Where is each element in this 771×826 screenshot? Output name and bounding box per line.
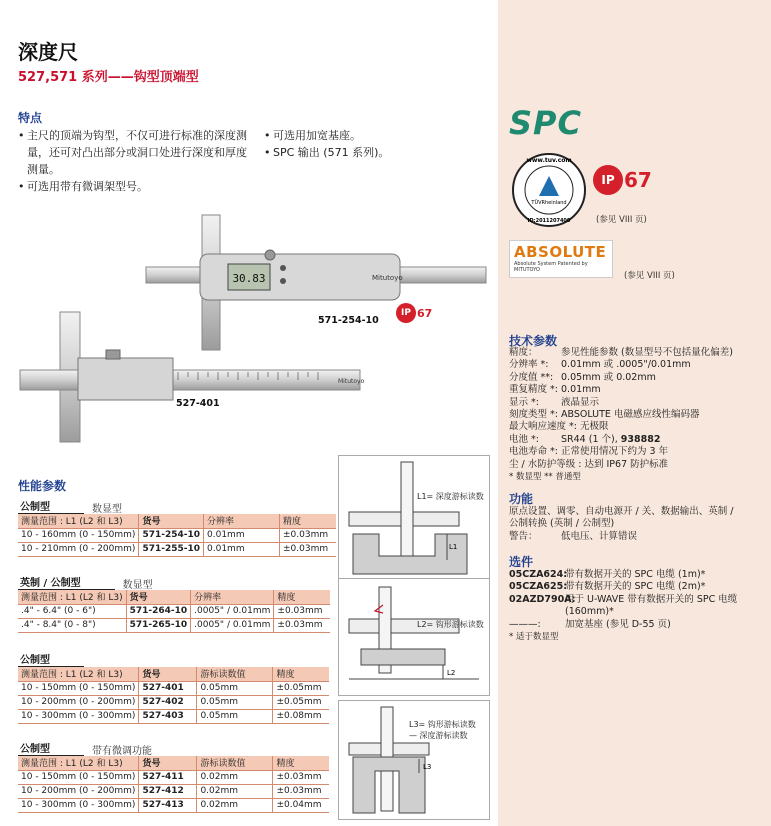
options-footnote: * 适于数显型 bbox=[509, 632, 559, 643]
col-header: 分辨率 bbox=[204, 514, 280, 528]
spec-key: 重复精度 *: bbox=[509, 384, 558, 396]
option-row bbox=[509, 594, 764, 606]
spec-value: 液晶显示 bbox=[561, 396, 600, 408]
cell: 10 - 160mm (0 - 150mm) bbox=[18, 528, 139, 542]
spec-row bbox=[509, 434, 764, 446]
col-header: 分辨率 bbox=[191, 590, 274, 604]
brand-logo: Mitutoyo bbox=[338, 378, 365, 385]
option-row bbox=[509, 619, 764, 631]
spec-table-digital-inch bbox=[18, 590, 330, 633]
cell: 571-265-10 bbox=[126, 618, 191, 632]
dim-label: L1 bbox=[449, 543, 458, 551]
cell: 527-411 bbox=[139, 770, 197, 784]
table-row bbox=[18, 681, 329, 695]
function-row bbox=[509, 531, 764, 543]
cell: .0005" / 0.01mm bbox=[191, 618, 274, 632]
group-tag: 公制型 bbox=[18, 651, 84, 669]
diagram-label-2: — 深度游标读数 bbox=[409, 731, 468, 740]
col-header: 货号 bbox=[139, 514, 204, 528]
dim-label: L3 bbox=[423, 763, 432, 771]
diagram-label: L2= 钩形游标读数 bbox=[417, 620, 484, 629]
cell: ±0.03mm bbox=[280, 528, 336, 542]
option-part: 05CZA624: bbox=[509, 569, 568, 580]
col-header: 测量范围 : L1 (L2 和 L3) bbox=[18, 667, 139, 681]
cell: 0.05mm bbox=[197, 681, 273, 695]
cell: 0.05mm bbox=[197, 695, 273, 709]
tech-specs bbox=[509, 347, 764, 483]
spec-value: 0.01mm bbox=[561, 384, 601, 396]
absolute-page-ref: (参见 VIII 页) bbox=[624, 271, 675, 281]
col-header: 精度 bbox=[280, 514, 336, 528]
ip67-badge-large bbox=[593, 165, 652, 195]
cell: 10 - 200mm (0 - 200mm) bbox=[18, 784, 139, 798]
spec-key: 显示 *: bbox=[509, 396, 539, 408]
cell: .4" - 6.4" (0 - 6") bbox=[18, 604, 126, 618]
spec-row bbox=[509, 372, 764, 384]
option-row bbox=[509, 606, 764, 618]
spec-row bbox=[509, 347, 764, 359]
tech-heading: 技术参数 bbox=[509, 334, 558, 348]
ip-icon: IP bbox=[593, 165, 623, 195]
cell: .4" - 8.4" (0 - 8") bbox=[18, 618, 126, 632]
dim-label: L2 bbox=[447, 669, 456, 677]
absolute-logo-text: ABSOLUTE bbox=[514, 243, 607, 261]
cell: 10 - 200mm (0 - 200mm) bbox=[18, 695, 139, 709]
option-part: ———: bbox=[509, 618, 541, 630]
col-header: 货号 bbox=[139, 756, 197, 770]
cell: 0.01mm bbox=[204, 528, 280, 542]
spec-line: 刻度类型 *: ABSOLUTE 电磁感应线性编码器 bbox=[509, 409, 700, 421]
vernier-model-caption: 527-401 bbox=[176, 398, 220, 409]
cell: 10 - 300mm (0 - 300mm) bbox=[18, 709, 139, 723]
cell: 527-402 bbox=[139, 695, 197, 709]
cell: 0.02mm bbox=[197, 784, 273, 798]
col-header: 精度 bbox=[274, 590, 330, 604]
spec-table-digital-metric bbox=[18, 514, 336, 557]
col-header: 游标读数值 bbox=[197, 667, 273, 681]
spec-line: 最大响应速度 *: 无极限 bbox=[509, 421, 609, 433]
functions-heading: 功能 bbox=[509, 492, 534, 506]
option-row bbox=[509, 569, 764, 581]
spec-key: 分辨率 *: bbox=[509, 359, 549, 371]
table-header-row bbox=[18, 590, 330, 604]
table-header-row bbox=[18, 756, 329, 770]
absolute-logo bbox=[509, 240, 613, 278]
cell: ±0.03mm bbox=[273, 784, 329, 798]
cell: ±0.03mm bbox=[274, 604, 330, 618]
function-line: 公制转换 (英制 / 公制型) bbox=[509, 518, 615, 530]
brand-logo: Mitutoyo bbox=[372, 274, 403, 282]
option-desc: 用于 U-WAVE 带有数据开关的 SPC 电缆 bbox=[565, 593, 738, 605]
col-header: 游标读数值 bbox=[197, 756, 273, 770]
col-header: 测量范围 : L1 (L2 和 L3) bbox=[18, 514, 139, 528]
cell: 527-403 bbox=[139, 709, 197, 723]
option-part: 05CZA625: bbox=[509, 581, 568, 593]
cell: 0.05mm bbox=[197, 709, 273, 723]
option-desc: 加宽基座 (参见 D-55 页) bbox=[565, 618, 671, 630]
col-header: 测量范围 : L1 (L2 和 L3) bbox=[18, 590, 126, 604]
spec-value: SR44 (1 个), bbox=[561, 433, 618, 445]
feature-item: • 可选用带有微调架型号。 bbox=[18, 178, 250, 195]
spec-table-vernier bbox=[18, 667, 329, 724]
spec-value: 参见性能参数 (数显型号不包括量化偏差) bbox=[561, 347, 733, 358]
absolute-logo-sub: Absolute System Patented by MITUTOYO bbox=[514, 261, 588, 273]
ip-number: 67 bbox=[624, 168, 652, 192]
group-note: 数显型 bbox=[92, 503, 122, 515]
functions-list bbox=[509, 506, 764, 543]
spec-key: 电池 *: bbox=[509, 433, 539, 445]
table-row bbox=[18, 528, 336, 542]
features-list-left bbox=[18, 127, 250, 195]
cell: 527-412 bbox=[139, 784, 197, 798]
features-list-right bbox=[264, 127, 464, 161]
page-title: 深度尺 bbox=[18, 40, 78, 64]
options-list bbox=[509, 569, 764, 643]
diagram-depth bbox=[338, 455, 490, 579]
tuv-url: www.tuv.com bbox=[526, 157, 572, 164]
spec-key: 警告： bbox=[509, 530, 538, 542]
cell: ±0.05mm bbox=[273, 695, 329, 709]
cell: 527-401 bbox=[139, 681, 197, 695]
col-header: 精度 bbox=[273, 667, 329, 681]
spec-value: 0.01mm 或 .0005"/0.01mm bbox=[561, 359, 691, 371]
spec-key: 分度值 **: bbox=[509, 371, 554, 383]
digital-display-readout: 30.83 bbox=[232, 272, 266, 285]
cell: 10 - 300mm (0 - 300mm) bbox=[18, 798, 139, 812]
option-part: 02AZD790A: bbox=[509, 593, 576, 605]
group-tag: 公制型 bbox=[18, 498, 84, 516]
table-row bbox=[18, 798, 329, 812]
ip67-badge bbox=[396, 303, 432, 323]
option-desc: 带有数据开关的 SPC 电缆 (1m)* bbox=[565, 569, 706, 580]
spec-row bbox=[509, 384, 764, 396]
tuv-page-ref: (参见 VIII 页) bbox=[596, 215, 647, 225]
cell: 571-264-10 bbox=[126, 604, 191, 618]
spec-table-fine-adjust bbox=[18, 756, 329, 813]
option-part bbox=[509, 606, 565, 618]
option-desc: 带有数据开关的 SPC 电缆 (2m)* bbox=[565, 581, 706, 593]
cell: ±0.05mm bbox=[273, 681, 329, 695]
tuv-certification-logo bbox=[509, 150, 589, 230]
spec-key: 精度： bbox=[509, 347, 538, 358]
digital-model-caption: 571-254-10 bbox=[318, 315, 379, 326]
col-header: 测量范围 : L1 (L2 和 L3) bbox=[18, 756, 139, 770]
battery-part-number: 938882 bbox=[620, 433, 661, 445]
spec-row bbox=[509, 397, 764, 409]
table-row bbox=[18, 695, 329, 709]
group-tag: 公制型 bbox=[18, 740, 84, 758]
cell: 0.02mm bbox=[197, 798, 273, 812]
options-heading: 选件 bbox=[509, 555, 534, 569]
feature-item: • 可选用加宽基座。 bbox=[264, 127, 464, 144]
spec-row bbox=[509, 359, 764, 371]
function-line: 原点设置、调零、自动电源开 / 关、数据输出、英制 / bbox=[509, 506, 734, 517]
spec-line: 尘 / 水防护等级 : 达到 IP67 防护标准 bbox=[509, 458, 669, 470]
cell: ±0.03mm bbox=[280, 542, 336, 556]
cell: 10 - 150mm (0 - 150mm) bbox=[18, 681, 139, 695]
performance-heading: 性能参数 bbox=[18, 479, 67, 493]
group-tag: 英制 / 公制型 bbox=[18, 574, 115, 592]
diagram-thickness bbox=[338, 700, 490, 820]
table-row bbox=[18, 770, 329, 784]
page-subtitle: 527,571 系列——钩型顶端型 bbox=[18, 70, 199, 85]
col-header: 货号 bbox=[126, 590, 191, 604]
table-header-row bbox=[18, 514, 336, 528]
spc-logo: SPC bbox=[509, 104, 582, 142]
feature-item: • 主尺的顶端为钩型，不仅可进行标准的深度测量，还可对凸出部分或洞口处进行深度和厚度测量。 bbox=[18, 127, 250, 178]
cell: 0.02mm bbox=[197, 770, 273, 784]
feature-item: • SPC 输出 (571 系列)。 bbox=[264, 144, 464, 161]
cell: 571-254-10 bbox=[139, 528, 204, 542]
option-desc: (160mm)* bbox=[565, 606, 614, 618]
cell: ±0.04mm bbox=[273, 798, 329, 812]
cell: 10 - 150mm (0 - 150mm) bbox=[18, 770, 139, 784]
table-row bbox=[18, 604, 330, 618]
table-row bbox=[18, 618, 330, 632]
cell: 10 - 210mm (0 - 200mm) bbox=[18, 542, 139, 556]
cell: 0.01mm bbox=[204, 542, 280, 556]
cell: ±0.03mm bbox=[274, 618, 330, 632]
table-row bbox=[18, 709, 329, 723]
diagram-label: L1= 深度游标读数 bbox=[417, 492, 484, 501]
vernier-depth-gauge-image bbox=[18, 310, 378, 450]
table-row bbox=[18, 784, 329, 798]
option-row bbox=[509, 581, 764, 593]
col-header: 精度 bbox=[273, 756, 329, 770]
tuv-name: TÜVRheinland bbox=[531, 200, 567, 206]
table-header-row bbox=[18, 667, 329, 681]
diagram-hook bbox=[338, 578, 490, 696]
diagram-label: L3= 钩形游标读数 bbox=[409, 720, 476, 729]
spec-line: 电池寿命 *: 正常使用情况下约为 3 年 bbox=[509, 446, 669, 458]
ip-icon: IP bbox=[396, 303, 416, 323]
cell: 527-413 bbox=[139, 798, 197, 812]
cell: ±0.08mm bbox=[273, 709, 329, 723]
group-note: 数显型 bbox=[122, 579, 153, 591]
table-row bbox=[18, 542, 336, 556]
cell: .0005" / 0.01mm bbox=[191, 604, 274, 618]
ip-number: 67 bbox=[417, 306, 433, 320]
spec-footnote: * 数显型 ** 普通型 bbox=[509, 472, 581, 483]
tuv-id: ID:2011207400 bbox=[527, 218, 571, 224]
cell: ±0.03mm bbox=[273, 770, 329, 784]
col-header: 货号 bbox=[139, 667, 197, 681]
spec-value: 低电压、计算错误 bbox=[561, 530, 638, 542]
spec-value: 0.05mm 或 0.02mm bbox=[561, 371, 656, 383]
features-heading: 特点 bbox=[18, 111, 43, 125]
group-note: 带有微调功能 bbox=[92, 745, 152, 757]
cell: 571-255-10 bbox=[139, 542, 204, 556]
